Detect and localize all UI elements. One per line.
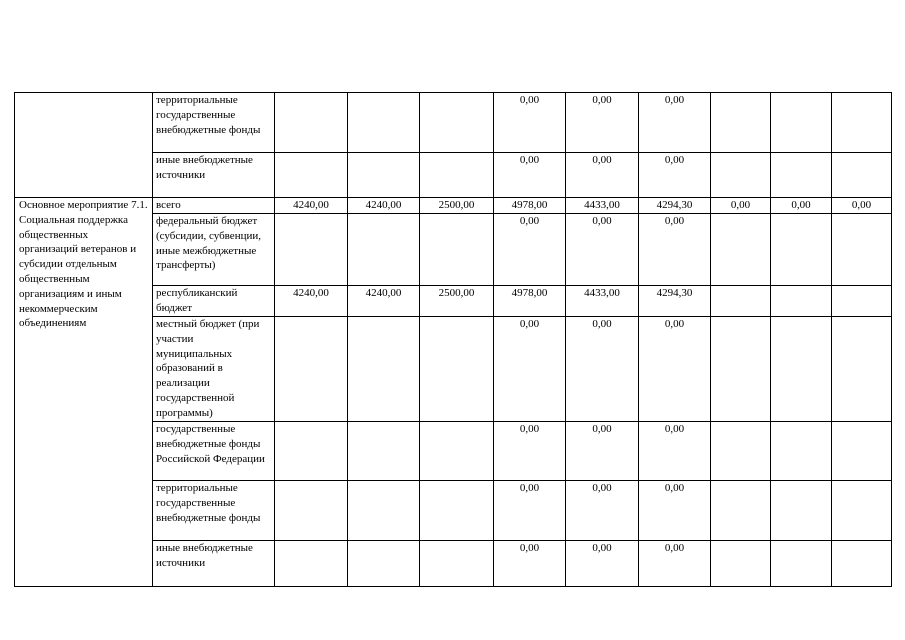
- amount-cell: [348, 153, 420, 198]
- amount-cell: [275, 422, 348, 481]
- amount-cell: [711, 153, 771, 198]
- amount-cell: 0,00: [494, 541, 566, 587]
- amount-cell: [275, 317, 348, 422]
- amount-cell: 0,00: [566, 541, 639, 587]
- funding-source-cell: федеральный бюджет (субсидии, субвенции, иные межбюджетные трансферты): [153, 214, 275, 286]
- amount-cell: 4240,00: [275, 198, 348, 214]
- amount-cell: [420, 541, 494, 587]
- funding-source-cell: государственные внебюджетные фонды Российской Федерации: [153, 422, 275, 481]
- amount-cell: 0,00: [566, 153, 639, 198]
- funding-source-cell: иные внебюджетные источники: [153, 153, 275, 198]
- funding-source-cell: иные внебюджетные источники: [153, 541, 275, 587]
- amount-cell: [771, 317, 832, 422]
- amount-cell: [771, 214, 832, 286]
- amount-cell: 0,00: [494, 317, 566, 422]
- table-row: [15, 198, 892, 214]
- amount-cell: [771, 93, 832, 153]
- amount-cell: 4433,00: [566, 286, 639, 317]
- amount-cell: [832, 541, 892, 587]
- amount-cell: 0,00: [711, 198, 771, 214]
- amount-cell: [832, 214, 892, 286]
- amount-cell: 0,00: [566, 317, 639, 422]
- amount-cell: [771, 286, 832, 317]
- amount-cell: 2500,00: [420, 198, 494, 214]
- amount-cell: [348, 317, 420, 422]
- amount-cell: [275, 481, 348, 541]
- amount-cell: 0,00: [639, 153, 711, 198]
- amount-cell: [832, 286, 892, 317]
- amount-cell: [832, 422, 892, 481]
- amount-cell: 0,00: [639, 541, 711, 587]
- amount-cell: 2500,00: [420, 286, 494, 317]
- amount-cell: 0,00: [494, 93, 566, 153]
- amount-cell: [711, 422, 771, 481]
- amount-cell: [832, 481, 892, 541]
- amount-cell: [420, 481, 494, 541]
- amount-cell: 4978,00: [494, 198, 566, 214]
- amount-cell: [832, 93, 892, 153]
- amount-cell: [711, 286, 771, 317]
- funding-source-cell: республиканский бюджет: [153, 286, 275, 317]
- amount-cell: 0,00: [639, 214, 711, 286]
- amount-cell: 0,00: [566, 214, 639, 286]
- amount-cell: 4433,00: [566, 198, 639, 214]
- amount-cell: [420, 214, 494, 286]
- amount-cell: 0,00: [566, 422, 639, 481]
- funding-source-cell: территориальные государственные внебюджетные фонды: [153, 481, 275, 541]
- amount-cell: [771, 541, 832, 587]
- amount-cell: 0,00: [639, 93, 711, 153]
- amount-cell: [348, 93, 420, 153]
- amount-cell: [771, 153, 832, 198]
- amount-cell: [420, 153, 494, 198]
- amount-cell: [348, 214, 420, 286]
- table-row: [15, 93, 892, 153]
- amount-cell: 0,00: [566, 93, 639, 153]
- amount-cell: 0,00: [494, 214, 566, 286]
- amount-cell: 4240,00: [275, 286, 348, 317]
- amount-cell: 0,00: [639, 422, 711, 481]
- amount-cell: 4978,00: [494, 286, 566, 317]
- budget-table: [14, 92, 892, 587]
- amount-cell: 0,00: [494, 422, 566, 481]
- amount-cell: 0,00: [494, 153, 566, 198]
- amount-cell: 0,00: [639, 481, 711, 541]
- amount-cell: [832, 153, 892, 198]
- program-name-cell: Основное мероприятие 7.1. Социальная поддержка общественных организаций ветеранов и субсидии отдельным общественным организациям и иным некоммерческим объединениям: [15, 198, 153, 587]
- amount-cell: [832, 317, 892, 422]
- amount-cell: [711, 541, 771, 587]
- amount-cell: [711, 214, 771, 286]
- amount-cell: 0,00: [566, 481, 639, 541]
- amount-cell: [275, 93, 348, 153]
- amount-cell: 4240,00: [348, 286, 420, 317]
- program-cell-empty: [15, 93, 153, 198]
- amount-cell: [275, 153, 348, 198]
- amount-cell: [348, 422, 420, 481]
- amount-cell: 4294,30: [639, 286, 711, 317]
- funding-source-cell: всего: [153, 198, 275, 214]
- amount-cell: [275, 541, 348, 587]
- budget-table-body: [15, 93, 892, 587]
- amount-cell: [420, 93, 494, 153]
- amount-cell: [711, 481, 771, 541]
- funding-source-cell: местный бюджет (при участии муниципальных образований в реализации государственной программы): [153, 317, 275, 422]
- amount-cell: 4240,00: [348, 198, 420, 214]
- amount-cell: 0,00: [832, 198, 892, 214]
- funding-source-cell: территориальные государственные внебюджетные фонды: [153, 93, 275, 153]
- amount-cell: 4294,30: [639, 198, 711, 214]
- amount-cell: [420, 422, 494, 481]
- amount-cell: [348, 481, 420, 541]
- amount-cell: [771, 481, 832, 541]
- amount-cell: 0,00: [639, 317, 711, 422]
- amount-cell: [420, 317, 494, 422]
- amount-cell: [711, 317, 771, 422]
- amount-cell: 0,00: [494, 481, 566, 541]
- amount-cell: [711, 93, 771, 153]
- amount-cell: [771, 422, 832, 481]
- amount-cell: [275, 214, 348, 286]
- amount-cell: [348, 541, 420, 587]
- amount-cell: 0,00: [771, 198, 832, 214]
